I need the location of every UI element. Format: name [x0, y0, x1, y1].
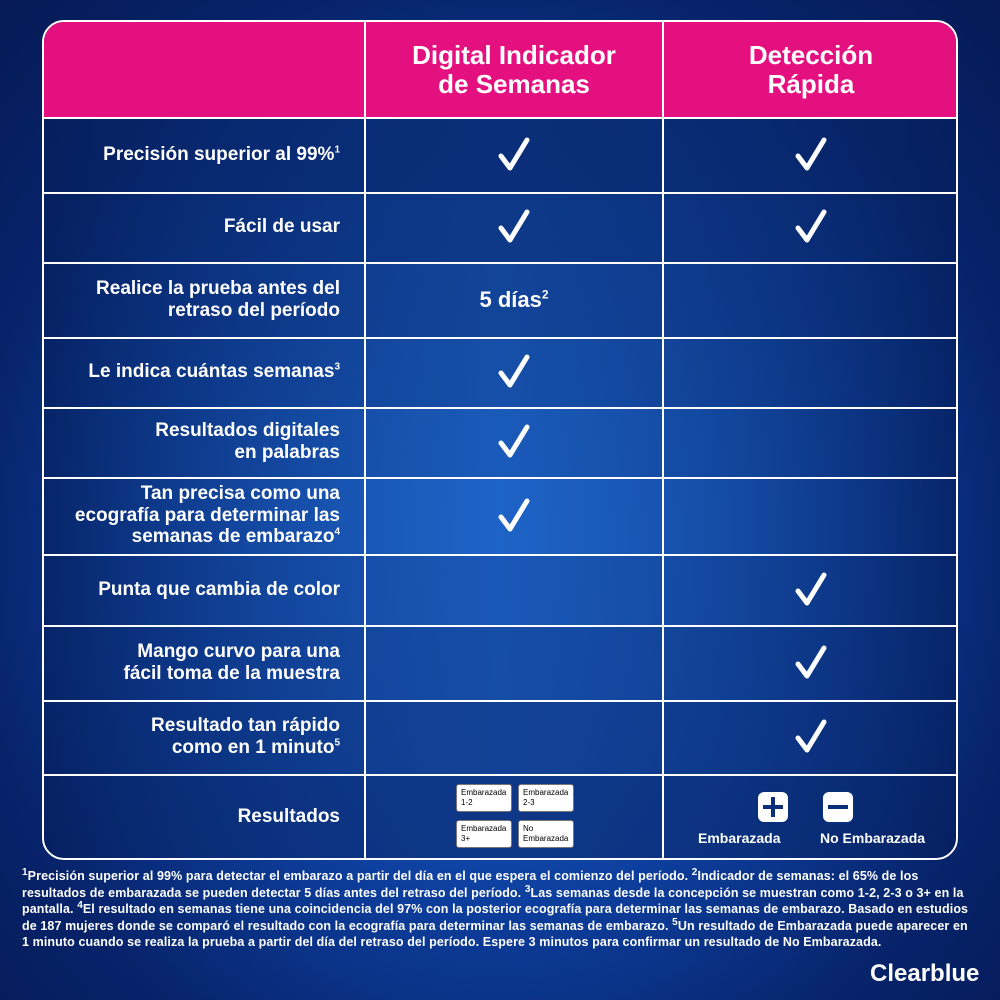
table-row	[44, 625, 956, 700]
header-digital: Digital Indicador de Semanas	[412, 39, 616, 99]
check-icon	[794, 137, 828, 173]
row-label: Realice la prueba antes del retraso del período	[96, 277, 340, 321]
digital-cell	[366, 192, 662, 262]
row-label: Punta que cambia de color	[98, 578, 340, 600]
rapid-cell	[664, 262, 958, 337]
header-rapid: Detección Rápida	[748, 39, 874, 99]
check-icon	[497, 498, 531, 534]
digital-result-display: Embarazada 3+	[456, 820, 512, 848]
pregnant-label: Embarazada	[698, 830, 781, 846]
digital-cell	[366, 700, 662, 774]
check-icon	[497, 424, 531, 460]
clearblue-logo: Clearblue	[870, 960, 980, 987]
digital-result-display: No Embarazada	[518, 820, 574, 848]
check-icon	[794, 572, 828, 608]
table-row	[44, 262, 956, 337]
days-value: 5 días$^2$	[479, 286, 549, 312]
table-header	[44, 22, 956, 117]
digital-cell	[366, 407, 662, 477]
check-icon	[794, 719, 828, 755]
rapid-cell	[664, 337, 958, 407]
digital-cell	[366, 117, 662, 192]
rapid-cell	[664, 192, 958, 262]
digital-cell	[366, 262, 662, 337]
row-label: Resultados	[237, 806, 340, 828]
row-label: Resultados digitales en palabras	[155, 420, 340, 463]
table-row	[44, 554, 956, 625]
row-label: Le indica cuántas semanas$^3$	[88, 361, 340, 383]
table-row	[44, 774, 956, 860]
column-divider	[364, 22, 366, 858]
rapid-cell	[664, 554, 958, 625]
rapid-cell	[664, 477, 958, 554]
row-label: Precisión superior al 99%$^1$	[103, 143, 340, 165]
digital-cell	[366, 625, 662, 700]
rapid-cell	[664, 700, 958, 774]
rapid-cell	[664, 407, 958, 477]
table-row	[44, 192, 956, 262]
digital-cell	[366, 774, 662, 860]
not-pregnant-label: No Embarazada	[820, 830, 926, 846]
row-label: Resultado tan rápido como en 1 minuto$^5$	[151, 715, 340, 758]
row-label: Fácil de usar	[223, 216, 340, 238]
comparison-table	[42, 20, 958, 860]
table-row	[44, 337, 956, 407]
check-icon	[794, 645, 828, 681]
table-row	[44, 117, 956, 192]
digital-cell	[366, 337, 662, 407]
row-label: Tan precisa como una ecografía para determinar las semanas de embarazo$^4$	[74, 482, 340, 548]
digital-result-display: Embarazada 2-3	[518, 784, 574, 812]
column-divider	[662, 22, 664, 858]
check-icon	[497, 354, 531, 390]
row-label: Mango curvo para una fácil toma de la muestra	[123, 640, 340, 684]
minus-icon	[821, 790, 855, 824]
check-icon	[794, 209, 828, 245]
digital-result-display: Embarazada 1-2	[456, 784, 512, 812]
table-row	[44, 700, 956, 774]
rapid-cell	[664, 625, 958, 700]
check-icon	[497, 209, 531, 245]
digital-cell	[366, 477, 662, 554]
check-icon	[497, 137, 531, 173]
rapid-cell	[664, 774, 958, 860]
table-row	[44, 477, 956, 554]
table-row	[44, 407, 956, 477]
plus-icon	[756, 790, 790, 824]
digital-cell	[366, 554, 662, 625]
rapid-cell	[664, 117, 958, 192]
footnotes: $^1$Precisión superior al 99% para detectar el embarazo a partir del día en el que espera el comienzo del período. $^2$Indicador de semanas: el 65% de los resultados de embarazada se pueden detectar 5 días antes del retraso del período. $^3$Las semanas desde la concepción se muestran como 1-2, 2-3 o 3+ en la pantalla. $^4$El resultado en semanas tiene una coincidencia del 97% con la posterior ecografía para determinar las semanas de embarazo. Basado en estudios de 187 mujeres donde se comparó el resultado con la ecografía para determinar las semanas de embarazo. $^5$Un resultado de Embarazada puede aparecer en 1 minuto cuando se realiza la prueba a partir del día del retraso del período. Espere 3 minutos para confirmar un resultado de No Embarazada.	[22, 866, 969, 949]
